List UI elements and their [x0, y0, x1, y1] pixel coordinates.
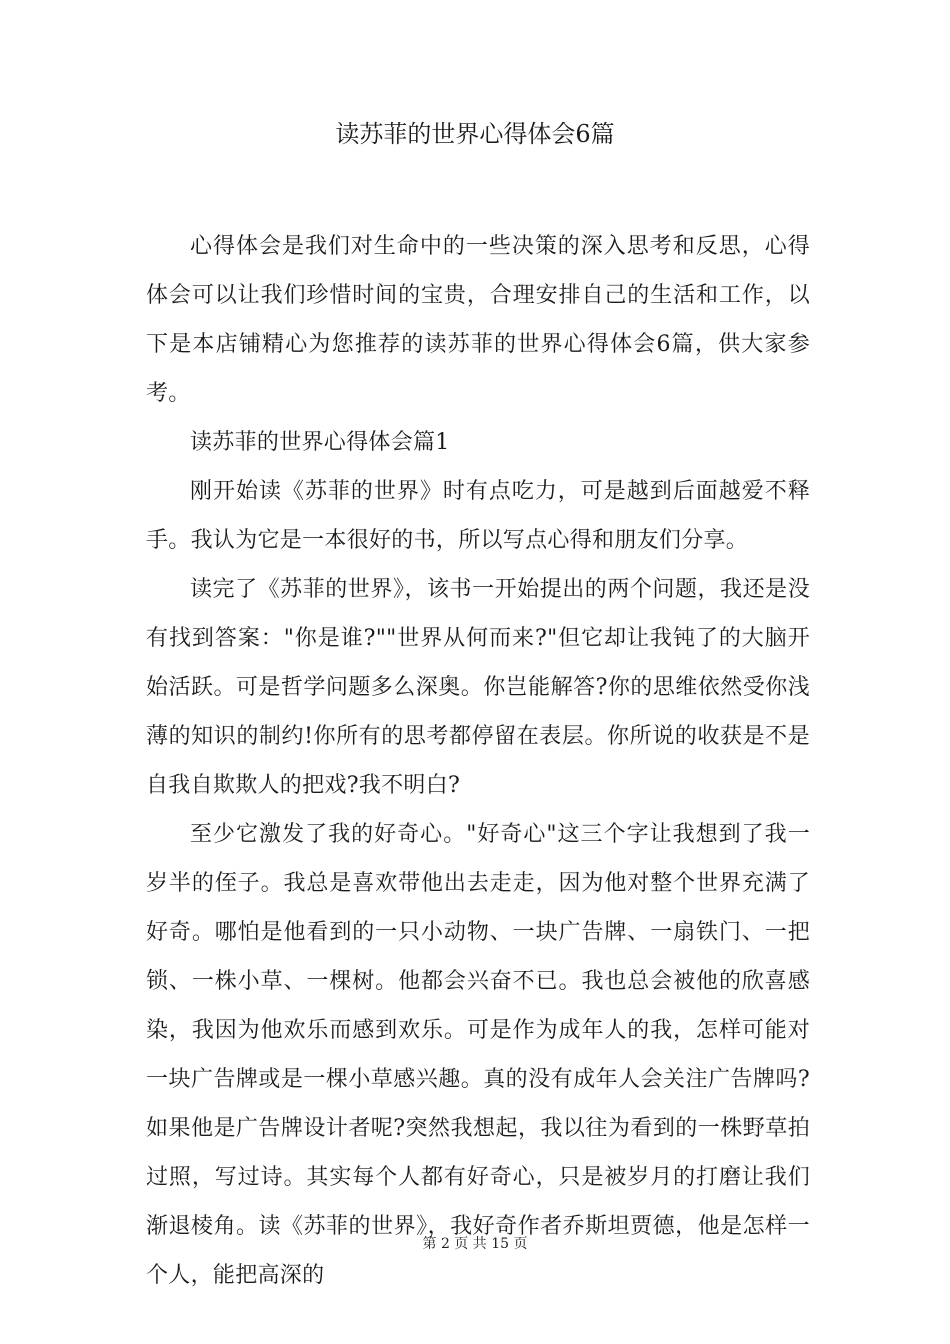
document-title: 读苏菲的世界心得体会6篇 — [335, 120, 615, 148]
body-paragraph: 刚开始读《苏菲的世界》时有点吃力，可是越到后面越爱不释手。我认为它是一本很好的书，所以写点心得和朋友们分享。 — [146, 479, 810, 553]
body-paragraph: 读完了《苏菲的世界》，该书一开始提出的两个问题，我还是没有找到答案："你是谁?""世界从何而来?"但它却让我钝了的大脑开始活跃。可是哲学问题多么深奥。你岂能解答?你的思维依然受你浅薄的知识的制约!你所有的思考都停留在表层。你所说的收获是不是自我自欺欺人的把戏?我不明白? — [146, 577, 810, 798]
document-body — [146, 222, 810, 1300]
intro-paragraph: 心得体会是我们对生命中的一些决策的深入思考和反思，心得体会可以让我们珍惜时间的宝贵，合理安排自己的生活和工作，以下是本店铺精心为您推荐的读苏菲的世界心得体会6篇，供大家参考。 — [146, 234, 810, 406]
page-number-footer: 第 2 页 共 15 页 — [422, 1236, 528, 1252]
body-paragraph: 至少它激发了我的好奇心。"好奇心"这三个字让我想到了我一岁半的侄子。我总是喜欢带他出去走走，因为他对整个世界充满了好奇。哪怕是他看到的一只小动物、一块广告牌、一扇铁门、一把锁、一株小草、一棵树。他都会兴奋不已。我也总会被他的欣喜感染，我因为他欢乐而感到欢乐。可是作为成年人的我，怎样可能对一块广告牌或是一棵小草感兴趣。真的没有成年人会关注广告牌吗?如果他是广告牌设计者呢?突然我想起，我以往为看到的一株野草拍过照，写过诗。其实每个人都有好奇心，只是被岁月的打磨让我们渐退棱角。读《苏菲的世界》，我好奇作者乔斯坦贾德，他是怎样一个人，能把高深的 — [146, 822, 810, 1288]
section-heading: 读苏菲的世界心得体会篇1 — [190, 430, 450, 455]
